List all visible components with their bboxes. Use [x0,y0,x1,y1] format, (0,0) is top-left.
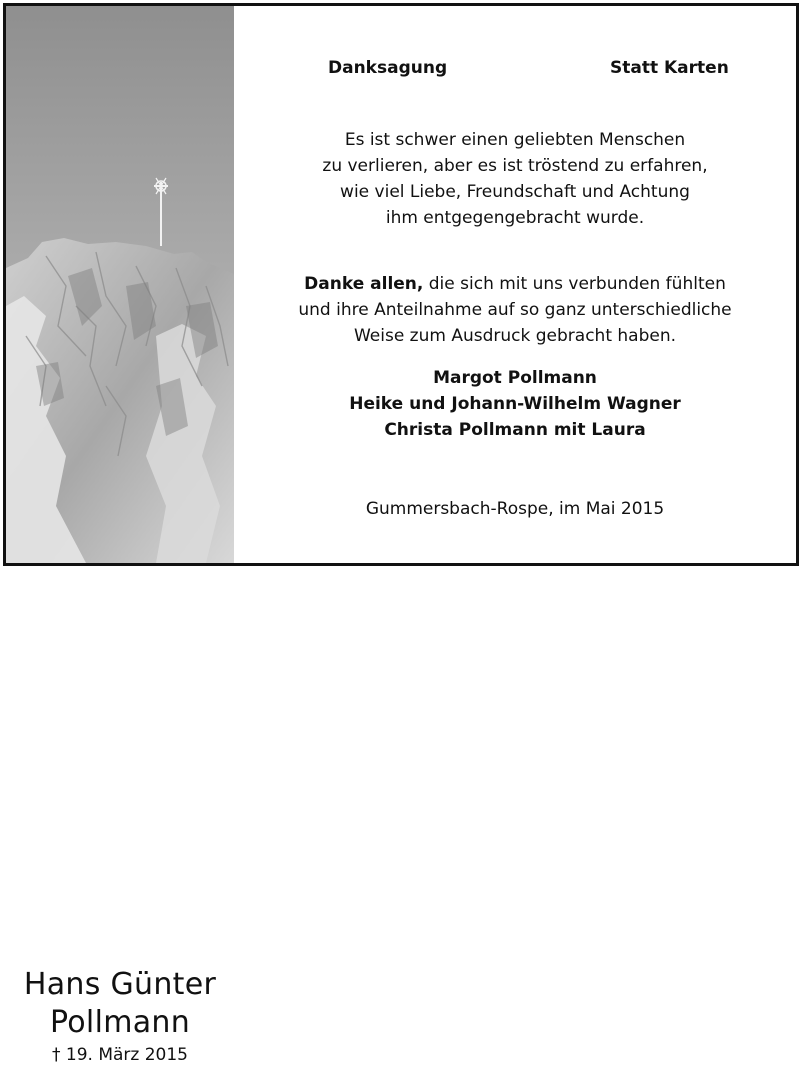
thanks-line-1-rest: die sich mit uns verbunden fühlten [423,274,726,294]
notice-content [234,6,796,563]
thanks-paragraph [234,271,796,349]
death-date: † 19. März 2015 [51,1045,188,1065]
quote-line: zu verlieren, aber es ist tröstend zu erfahren, [322,156,708,176]
deceased-surname: Pollmann [49,1005,191,1040]
signer: Margot Pollmann [433,368,597,388]
thanks-line-1 [234,271,796,297]
mountain-summit-image [6,6,234,563]
quote-line: wie viel Liebe, Freundschaft und Achtung [340,182,690,202]
heading-statt-karten: Statt Karten [610,58,729,78]
notice-frame [3,3,799,1065]
thanks-line-2: und ihre Anteilnahme auf so ganz unterschiedliche [298,300,732,320]
heading-danksagung: Danksagung [328,58,448,78]
thanks-lead: Danke allen, [304,274,424,294]
signer: Heike und Johann-Wilhelm Wagner [349,394,681,414]
mountain-photo [6,6,234,1065]
signer: Christa Pollmann mit Laura [384,420,646,440]
quote-line: ihm entgegengebracht wurde. [385,208,645,228]
deceased-first-names: Hans Günter [23,967,217,1002]
quote-line: Es ist schwer einen geliebten Menschen [344,130,686,150]
thanks-line-3: Weise zum Ausdruck gebracht haben. [353,326,677,346]
quote-paragraph [234,127,796,231]
signers-list [234,365,796,443]
place-date: Gummersbach-Rospe, im Mai 2015 [365,499,665,519]
